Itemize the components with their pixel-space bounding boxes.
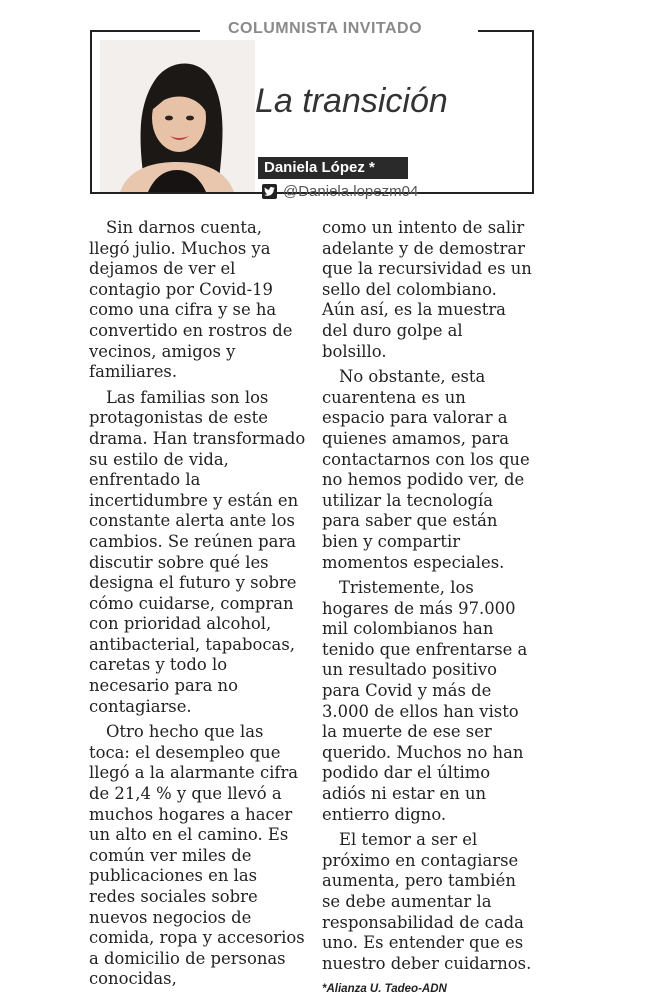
- twitter-icon: [262, 184, 277, 199]
- article-column-2: [322, 218, 532, 1000]
- section-label: COLUMNISTA INVITADO: [227, 20, 423, 37]
- author-handle: @Daniela.lopezm04: [283, 182, 419, 200]
- paragraph: Otro hecho que las toca: el desempleo que llegó a la alarmante cifra de 21,4 % y que llevó a muchos hogares a hacer un alto en el camino. Es común ver miles de publicaciones en las redes sociales sobre nuevos negocios de comida, ropa y accesorios a domicilio de personas conocidas,: [89, 722, 305, 989]
- frame-right-line: [532, 30, 534, 193]
- frame-top-left-line: [90, 30, 200, 32]
- author-credit: *Alianza U. Tadeo-ADN: [322, 983, 447, 996]
- paragraph: Las familias son los protagonistas de este drama. Han transformado su estilo de vida, enfrentado la incertidumbre y están en constante alerta ante los cambios. Se reúnen para discutir sobre qué les designa el futuro y sobre cómo cuidarse, compran con prioridad alcohol, antibacterial, tapabocas, caretas y todo lo necesario para no contagiarse.: [89, 387, 306, 716]
- frame-top-right-line: [478, 30, 534, 32]
- article-column-1: [89, 218, 307, 995]
- frame-left-line: [90, 30, 92, 193]
- paragraph: No obstante, esta cuarentena es un espacio para valorar a quienes amamos, para contactarnos con los que no hemos podido ver, de utilizar la tecnología para saber que están bien y compartir momentos especiales.: [322, 367, 530, 572]
- paragraph: Sin darnos cuenta, llegó julio. Muchos ya dejamos de ver el contagio por Covid-19 como una cifra y se ha convertido en rostros de vecinos, amigos y familiares.: [89, 218, 293, 382]
- paragraph: El temor a ser el próximo en contagiarse aumenta, pero también se debe aumentar la responsabilidad de cada uno. Es entender que es nuestro deber cuidarnos.: [322, 830, 532, 973]
- headline: La transición: [255, 82, 448, 120]
- paragraph: como un intento de salir adelante y de demostrar que la recursividad es un sello del colombiano. Aún así, es la muestra del duro golpe al bolsillo.: [322, 218, 532, 361]
- author-social[interactable]: [262, 181, 418, 201]
- author-name: Daniela López *: [258, 157, 408, 179]
- paragraph: Tristemente, los hogares de más 97.000 mil colombianos han tenido que enfrentarse a un resultado positivo para Covid y más de 3.000 de ellos han visto la muerte de ese ser querido. Muchos no han podido dar el último adiós ni estar en un entierro digno.: [322, 578, 528, 824]
- author-photo: [100, 40, 255, 192]
